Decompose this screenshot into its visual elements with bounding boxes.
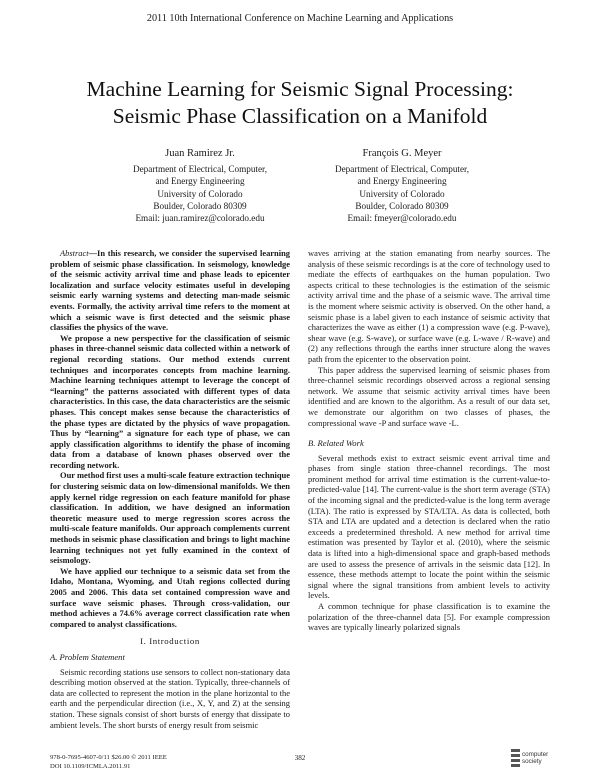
- author-dept: and Energy Engineering: [155, 176, 245, 187]
- title-line-2: Seismic Phase Classification on a Manifold: [112, 104, 488, 128]
- footer-isbn: 978-0-7695-4607-0/11 $26.00 © 2011 IEEE: [50, 754, 167, 761]
- page-number: 382: [294, 754, 306, 762]
- author-dept: and Energy Engineering: [357, 176, 447, 187]
- computer-society-logo: [511, 749, 556, 769]
- author-email: Email: juan.ramirez@colorado.edu: [135, 213, 265, 224]
- body-paragraph: Several methods exist to extract seismic event arrival time and phases from single station three-channel recordings. The most prominent method for arrival time estimation is the current-value-to-predicted-value [14]. The current-value is the short term average (STA) of the incoming signal and the predicted-value is the long term average (LTA). The ratio is expressed by STA/LTA. As data is collected, both STA and LTA are updated and a detection is declared when the ratio exceeds a predetermined threshold. A new method for arrival time estimation was presented by Taylor et al. (2010), where the seismic data is lifted into a high-dimensional space and graph-based methods are used to assess the presence of arrivals in the seismic data [12]. In essence, these methods attempt to locate the point within the seismic signal where the signal transitions from ambient levels to activity levels.: [308, 452, 550, 601]
- paper-title: [30, 76, 570, 130]
- author-block-1: [100, 148, 300, 224]
- author-email: Email: fmeyer@colorado.edu: [347, 213, 457, 224]
- left-column: [50, 248, 290, 730]
- subsection-heading: A. Problem Statement: [50, 651, 125, 662]
- author-name: Juan Ramirez Jr.: [165, 148, 235, 159]
- author-city: Boulder, Colorado 80309: [153, 200, 247, 211]
- computer-society-mark-icon: [511, 749, 520, 767]
- body-paragraph: Seismic recording stations use sensors to collect non-stationary data describing motion observed at the station. Typically, three-channels of data are collected to represent the motion in the plane horizontal to the earth and the perpendicular direction (i.e., X, Y, and Z) at the sensing station. These signals consist of short bursts of energy that dissipate to ambient levels. The short bursts of energy result from seismic: [50, 666, 290, 730]
- body-paragraph: waves arriving at the station emanating from nearby sources. The analysis of these seismic recordings is at the core of technology used to mediate the effects of earthquakes on the human population. Two aspects critical to these technologies is the estimation of the seismic activity arrival time and the phase of a seismic wave. The arrival time is the moment where seismic activity is observed. On the other hand, a seismic phase is a label given to each instance of seismic activity that characterizes the wave as either (1) a compression wave (e.g. P-wave), shear wave (e.g. S-wave), or surface wave (e.g. L-wave / R-wave) and (2) any reflections through the earths inner structure along the waves path from the epicenter to the observation point.: [308, 248, 550, 364]
- right-column: [308, 248, 550, 633]
- author-dept: Department of Electrical, Computer,: [334, 164, 470, 175]
- conference-header: 2011 10th International Conference on Machine Learning and Applications: [146, 13, 454, 24]
- abstract-label: Abstract: [60, 248, 89, 258]
- body-paragraph: This paper address the supervised learning of seismic phases from three-channel seismic recordings observed across a regional sensing network. We assume that seismic activity arrival times have been identified and are known to the algorithm. As a result of our data set, we demonstrate our algorithm on two classes of phases, the compressional wave -P and surface wave -L.: [308, 364, 550, 428]
- title-line-1: Machine Learning for Seismic Signal Processing:: [86, 77, 514, 101]
- author-univ: University of Colorado: [157, 188, 243, 199]
- section-heading: I. Introduction: [140, 636, 200, 647]
- logo-text: computer society: [522, 751, 549, 765]
- author-city: Boulder, Colorado 80309: [355, 200, 449, 211]
- abstract-paragraph: We have applied our technique to a seismic data set from the Idaho, Montana, Wyoming, and Utah regions collected during 2005 and 2006. This data set contained compression wave and surface wave seismic phases. Through cross-validation, our method achieves a 74.6% average correct classification rate when compared to analyst classifications.: [50, 565, 290, 629]
- body-paragraph: A common technique for phase classification is to examine the polarization of the three-channel data [5]. For example compression waves are typically linearly polarized signals: [308, 601, 550, 633]
- author-dept: Department of Electrical, Computer,: [132, 164, 268, 175]
- subsection-heading: B. Related Work: [308, 438, 364, 449]
- author-name: François G. Meyer: [362, 148, 442, 159]
- abstract-paragraph: We propose a new perspective for the classification of seismic phases in three-channel seismic data collected within a network of regional recording stations. Our method extends current techniques and incorporates concepts from machine learning. Machine learning techniques attempt to leverage the concept of “learning” the patterns associated with different types of data characteristics. In this case, the data characteristics are the seismic phases. This concept makes sense because the characteristics of the phase types are dictated by the physics of wave propagation. Thus by “learning” a signature for each type of phase, we can apply classification algorithms to identify the phase of incoming data from a database of known phases observed over the recording network.: [50, 332, 291, 470]
- abstract-paragraph: Abstract—In this research, we consider the supervised learning problem of seismic phase classification. In seismology, knowledge of the seismic activity arrival time and phase leads to epicenter localization and surface velocity estimates useful in developing seismic early warning systems and detecting man-made seismic events. Formally, the activity arrival time refers to the moment at which a seismic wave is first detected and the seismic phase classifies the physics of the wave.: [50, 248, 290, 333]
- author-block-2: [302, 148, 502, 224]
- abstract-paragraph: Our method first uses a multi-scale feature extraction technique for clustering seismic data on low-dimensional manifolds. We then apply kernel ridge regression on each feature manifold for phase classification. In addition, we have designed an information theoretic measure used to merge regression scores across the multi-scale feature manifolds. Our approach complements current methods in seismic phase classification and brings to light machine learning techniques not yet fully examined in the context of seismology.: [50, 470, 290, 566]
- footer-doi: DOI 10.1109/ICMLA.2011.91: [50, 762, 131, 770]
- author-univ: University of Colorado: [359, 188, 445, 199]
